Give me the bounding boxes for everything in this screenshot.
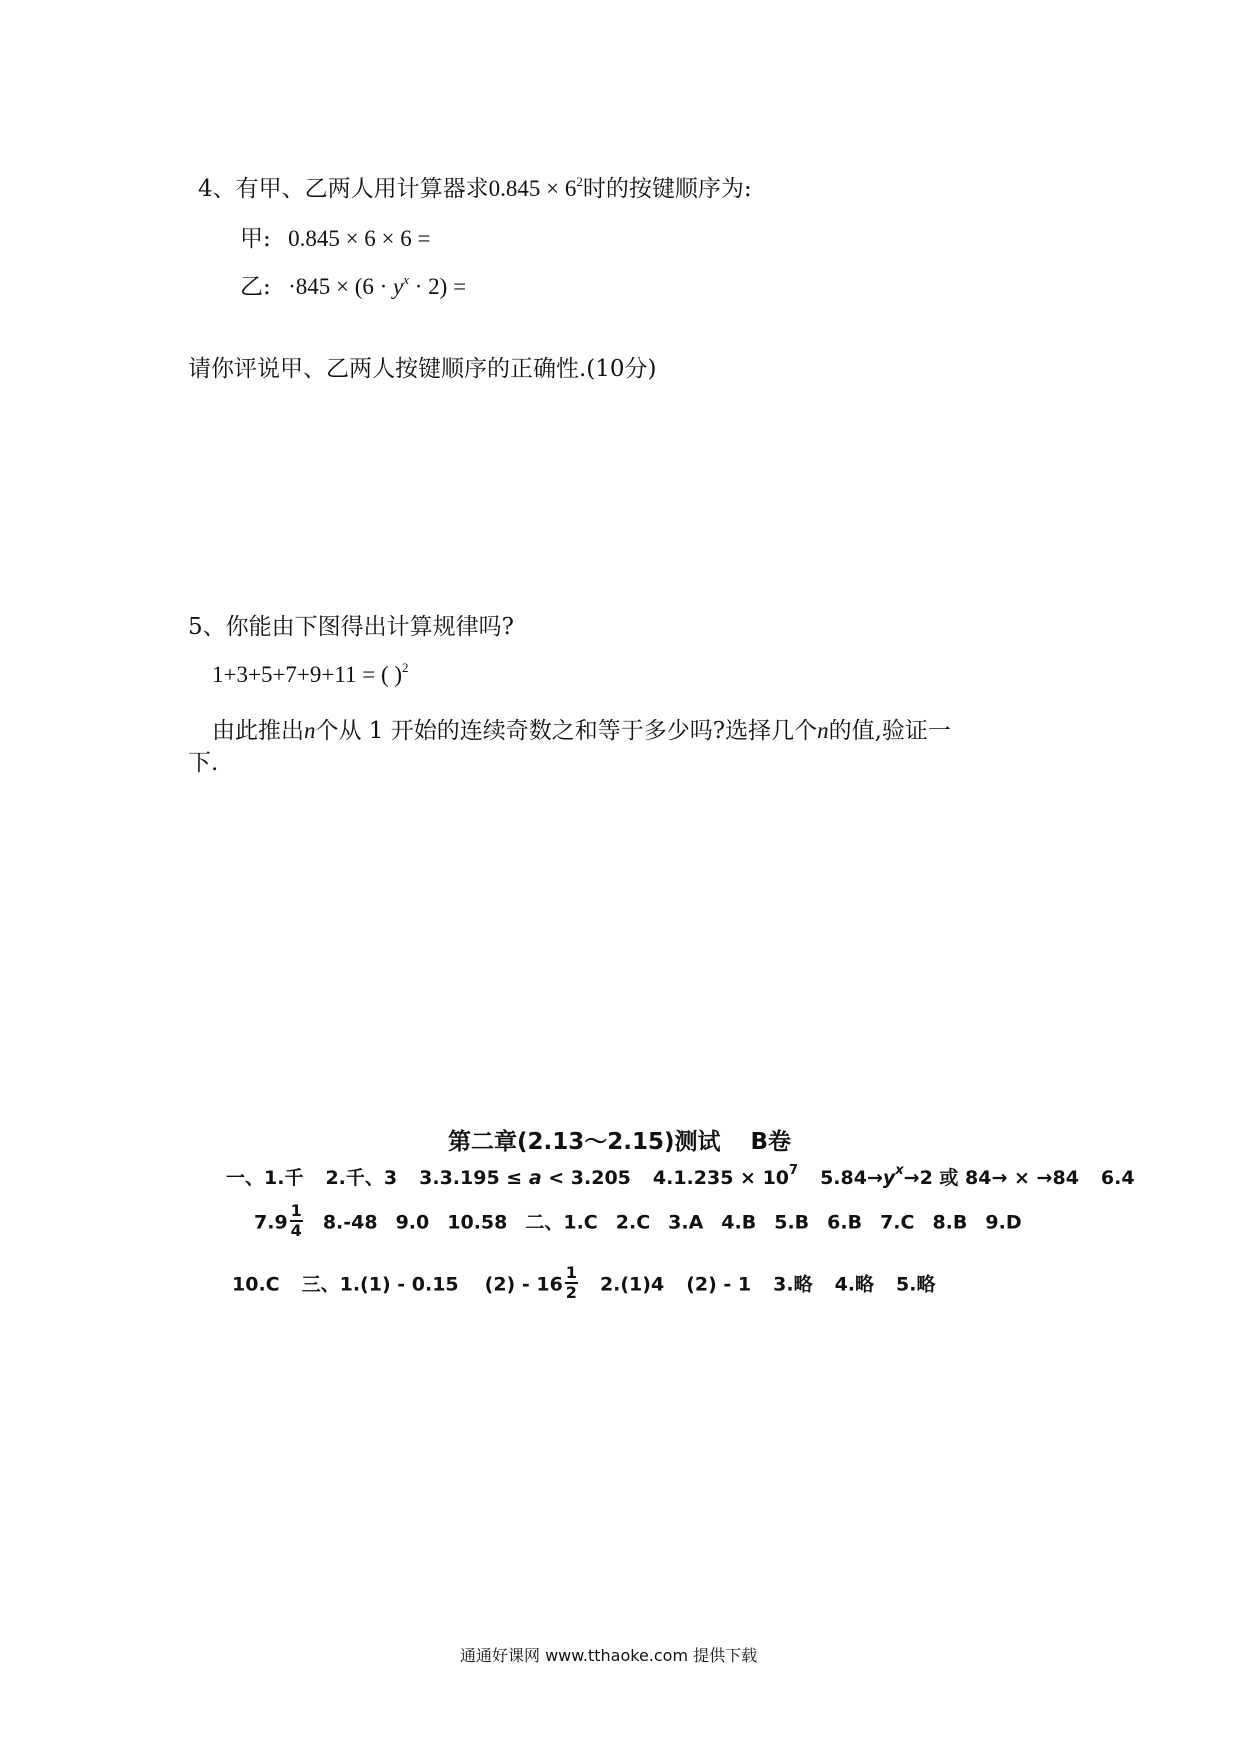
q4-yi-line	[240, 268, 466, 301]
fraction: $\frac{1}{2}$	[565, 1263, 577, 1302]
n-variable: n	[304, 718, 316, 743]
answer-row-1: 一、1.千 2.千、3 3.3.195 ≤ a < 3.205 $4.1.235 \times 10^7$ $5.84\to y^x\to 2$ 或 84→ × →84 6.4	[226, 1163, 1135, 1189]
q4-statement	[198, 170, 752, 203]
q5-formula: 1+3+5+7+9+11 = ( )$^2$	[212, 660, 409, 687]
yi-sequence: $\cdot 845 \times (6 \cdot y^x \cdot 2)$ =	[288, 272, 467, 299]
q4-expression: $0.845 \times 6^2$	[488, 174, 583, 201]
yi-label: 乙:	[240, 274, 271, 300]
fraction: $\frac{1}{4}$	[290, 1201, 302, 1240]
jia-sequence: 0.845 × 6 × 6 =	[288, 226, 431, 251]
answer-row-3: 10.C 三、1.(1) - 0.15 (2) - 16 $\frac{1}{2}$ 2.(1)4 (2) - 1 3.略 4.略 5.略	[232, 1263, 936, 1302]
answer-row-2: 7.9 $\frac{1}{4}$ 8.-48 9.0 10.58 二、1.C 2.C 3.A 4.B 5.B 6.B 7.C 8.B 9.D	[254, 1201, 1022, 1240]
q4-suffix: 时的按键顺序为:	[582, 176, 752, 202]
q5-description: 由此推出n个从 1 开始的连续奇数之和等于多少吗?选择几个n的值,验证一	[212, 718, 951, 744]
q4-task: 请你评说甲、乙两人按键顺序的正确性.(10分)	[188, 356, 657, 382]
q4-prefix: 4、有甲、乙两人用计算器求	[198, 176, 489, 202]
q5-title: 5、你能由下图得出计算规律吗?	[188, 614, 514, 640]
jia-label: 甲:	[240, 226, 271, 252]
answer-title: 第二章(2.13～2.15)测试 B卷	[448, 1129, 792, 1155]
n-variable: n	[817, 718, 829, 743]
footer-credit: 通通好课网 www.tthaoke.com 提供下载	[460, 1646, 758, 1665]
q5-description-cont: 下.	[188, 750, 219, 776]
q4-jia-line	[240, 220, 430, 253]
